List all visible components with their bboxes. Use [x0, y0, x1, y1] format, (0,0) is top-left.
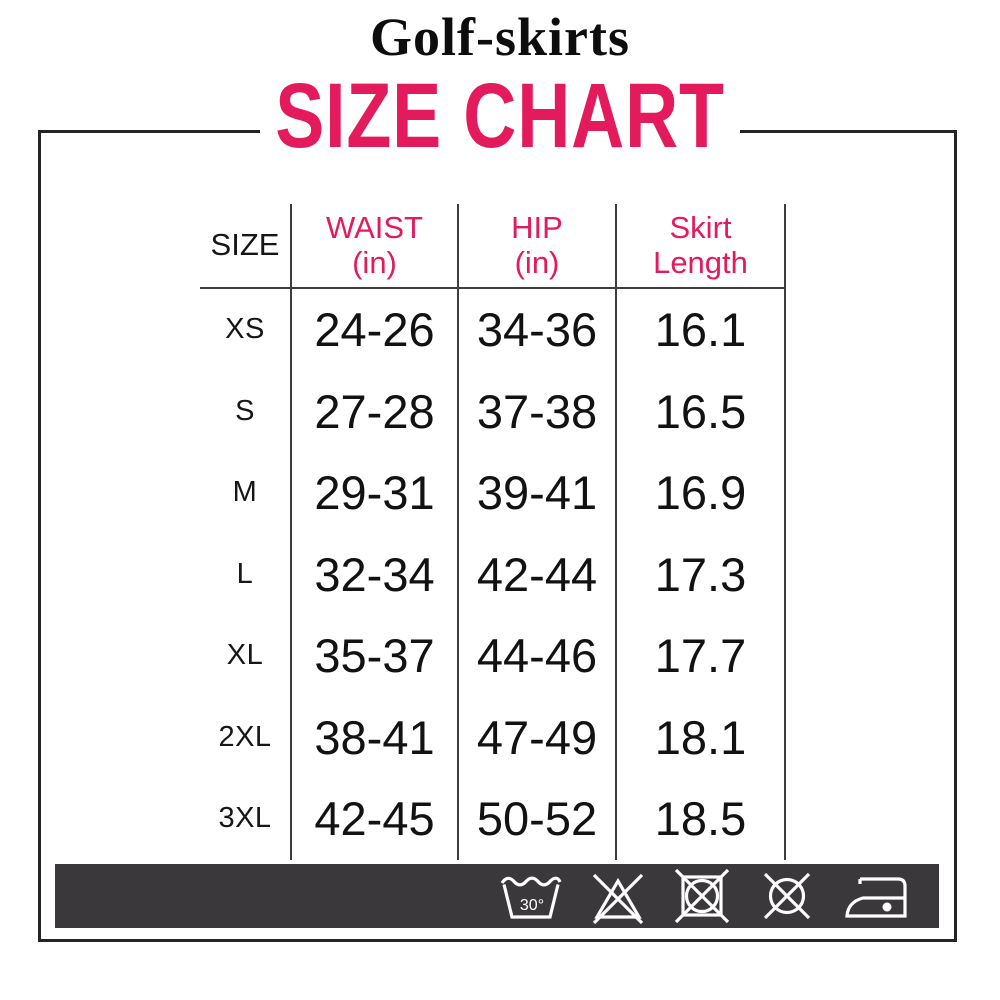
wash-temperature-label: 30° — [519, 896, 545, 914]
machine-wash-30-icon — [499, 870, 563, 923]
row-xl-waist: 35-37 — [290, 615, 457, 697]
column-header-skirt-label2: Length — [653, 244, 748, 280]
row-2xl-hip: 47-49 — [457, 697, 615, 779]
row-2xl-waist: 38-41 — [290, 697, 457, 779]
column-header-waist-unit: (in) — [352, 244, 397, 280]
size-table — [200, 204, 786, 860]
do-not-dry-clean-icon — [758, 867, 816, 925]
column-header-skirt-label: Skirt — [669, 210, 732, 246]
row-xs-hip: 34-36 — [457, 289, 615, 371]
row-xl-skirt-length: 17.7 — [615, 615, 786, 697]
row-m-hip: 39-41 — [457, 452, 615, 534]
row-s-hip: 37-38 — [457, 371, 615, 453]
page-title — [260, 65, 740, 167]
column-header-waist — [290, 204, 457, 289]
row-xl-size: XL — [226, 639, 264, 672]
row-3xl-size: 3XL — [218, 802, 272, 835]
column-header-size — [200, 204, 290, 289]
row-l-waist: 32-34 — [290, 534, 457, 616]
row-m-skirt-length: 16.9 — [615, 452, 786, 534]
row-l-skirt-length: 17.3 — [615, 534, 786, 616]
column-header-hip-label: HIP — [511, 210, 563, 246]
row-s-waist: 27-28 — [290, 371, 457, 453]
row-xs-size: XS — [225, 313, 265, 346]
column-header-hip — [457, 204, 615, 289]
do-not-bleach-icon — [590, 867, 646, 925]
row-xs-waist: 24-26 — [290, 289, 457, 371]
row-l-size: L — [236, 557, 254, 590]
row-3xl-waist: 42-45 — [290, 778, 457, 860]
do-not-tumble-dry-icon — [673, 867, 731, 925]
column-header-waist-label: WAIST — [325, 210, 423, 246]
row-2xl-size: 2XL — [218, 720, 272, 753]
row-2xl-skirt-length: 18.1 — [615, 697, 786, 779]
row-xs-skirt-length: 16.1 — [615, 289, 786, 371]
row-3xl-skirt-length: 18.5 — [615, 778, 786, 860]
row-s-size: S — [235, 394, 255, 427]
row-s-skirt-length: 16.5 — [615, 371, 786, 453]
column-header-hip-unit: (in) — [514, 244, 560, 280]
row-xl-hip: 44-46 — [457, 615, 615, 697]
column-header-skirt-length — [615, 204, 786, 289]
row-3xl-hip: 50-52 — [457, 778, 615, 860]
care-instructions-bar — [55, 864, 939, 928]
iron-one-dot-icon — [843, 869, 911, 923]
row-m-waist: 29-31 — [290, 452, 457, 534]
column-header-size-label: SIZE — [210, 227, 280, 263]
row-l-hip: 42-44 — [457, 534, 615, 616]
row-m-size: M — [232, 476, 258, 509]
page-title-text: SIZE CHART — [275, 65, 725, 167]
brand-title: Golf-skirts — [370, 7, 630, 67]
